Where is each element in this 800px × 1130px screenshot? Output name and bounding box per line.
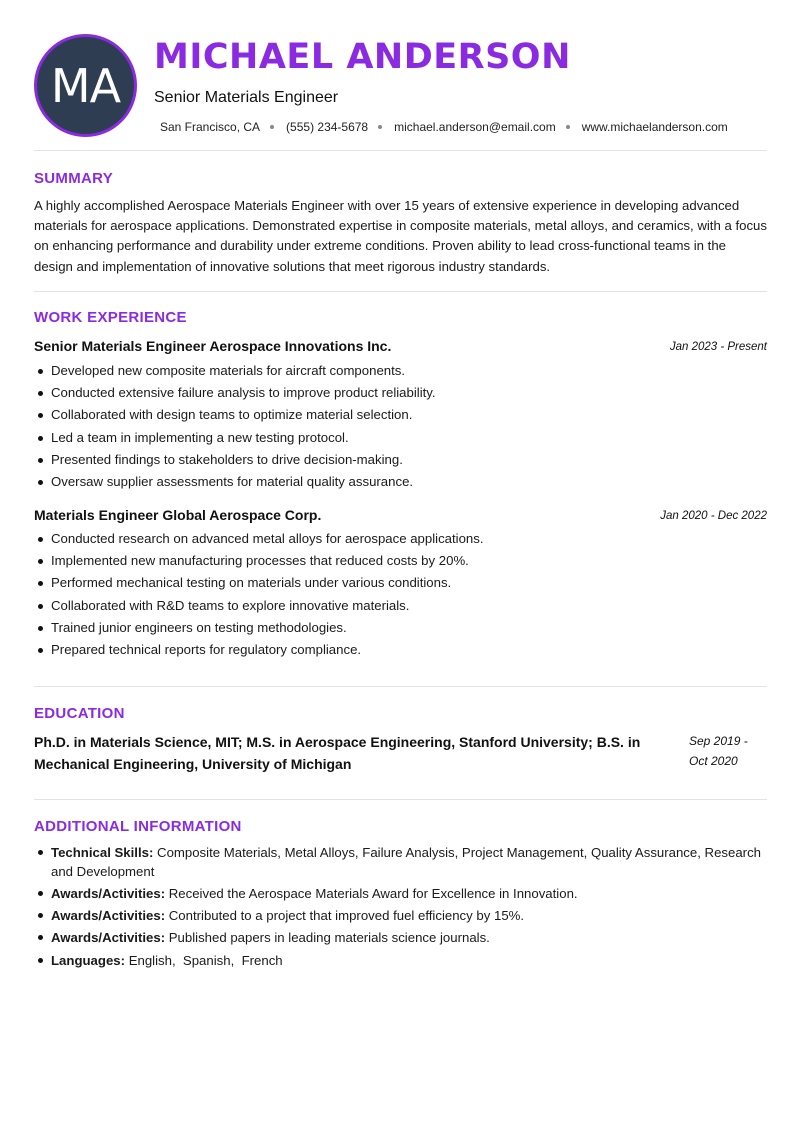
list-item: Oversaw supplier assessments for material quality assurance. <box>34 471 767 493</box>
education-heading: EDUCATION <box>34 705 125 722</box>
list-item: Performed mechanical testing on materials under various conditions. <box>34 572 767 594</box>
section-divider <box>34 799 767 800</box>
list-item <box>34 951 767 970</box>
section-divider <box>34 291 767 292</box>
list-item: Presented findings to stakeholders to drive decision-making. <box>34 449 767 471</box>
list-item: Conducted research on advanced metal alloys for aerospace applications. <box>34 528 767 550</box>
contact-location: San Francisco, CA <box>160 120 261 134</box>
list-item <box>34 884 767 903</box>
item-label: Technical Skills: <box>51 845 154 860</box>
job-bullets <box>34 360 767 493</box>
item-text: Contributed to a project that improved fuel efficiency by 15%. <box>168 908 525 923</box>
separator-dot-icon <box>270 125 274 129</box>
education-degrees: Ph.D. in Materials Science, MIT; M.S. in Aerospace Engineering, Stanford University; B.S. in Mechanical Engineering, University of Michigan <box>34 734 641 772</box>
item-label: Languages: <box>51 953 126 968</box>
list-item <box>34 906 767 925</box>
separator-dot-icon <box>566 125 570 129</box>
item-label: Awards/Activities: <box>51 930 166 945</box>
avatar-initials: MA <box>50 58 121 113</box>
list-item: Collaborated with R&D teams to explore innovative materials. <box>34 595 767 617</box>
section-divider <box>34 150 767 151</box>
item-label: Awards/Activities: <box>51 886 166 901</box>
summary-heading: SUMMARY <box>34 170 114 187</box>
contact-email[interactable]: michael.anderson@email.com <box>394 120 556 134</box>
list-item: Collaborated with design teams to optimize material selection. <box>34 404 767 426</box>
resume-header <box>34 34 767 138</box>
item-text: Published papers in leading materials science journals. <box>168 930 490 945</box>
candidate-title: Senior Materials Engineer <box>154 89 339 106</box>
summary-text: A highly accomplished Aerospace Materials Engineer with over 15 years of extensive experience in developing advanced materials for aerospace applications. Demonstrated expertise in composite materials, metal alloys, and ceramics, with a focus on enhancing performance and durability under extreme conditions. Proven ability to lead cross-functional teams in the design and implementation of innovative solutions that meet rigorous industry standards. <box>34 198 767 274</box>
job-title-company: Senior Materials Engineer Aerospace Innovations Inc. <box>34 338 392 354</box>
job-dates: Jan 2020 - Dec 2022 <box>660 510 767 522</box>
education-dates: Sep 2019 - Oct 2020 <box>689 734 748 768</box>
item-text: Received the Aerospace Materials Award for Excellence in Innovation. <box>168 886 578 901</box>
item-text: English, Spanish, French <box>128 953 283 968</box>
contact-phone: (555) 234-5678 <box>286 120 369 134</box>
list-item: Conducted extensive failure analysis to improve product reliability. <box>34 382 767 404</box>
separator-dot-icon <box>378 125 382 129</box>
job-bullets <box>34 528 767 661</box>
list-item: Developed new composite materials for aircraft components. <box>34 360 767 382</box>
item-label: Awards/Activities: <box>51 908 166 923</box>
experience-heading: WORK EXPERIENCE <box>34 309 187 326</box>
list-item <box>34 843 767 881</box>
additional-list <box>34 843 767 973</box>
contact-bar <box>160 120 728 134</box>
list-item: Implemented new manufacturing processes that reduced costs by 20%. <box>34 550 767 572</box>
contact-website[interactable]: www.michaelanderson.com <box>581 120 728 134</box>
item-text: Composite Materials, Metal Alloys, Failure Analysis, Project Management, Quality Assurance, Research and Development <box>51 845 761 879</box>
section-divider <box>34 686 767 687</box>
list-item: Trained junior engineers on testing methodologies. <box>34 617 767 639</box>
job-title-company: Materials Engineer Global Aerospace Corp. <box>34 507 322 523</box>
list-item: Led a team in implementing a new testing protocol. <box>34 427 767 449</box>
job-dates: Jan 2023 - Present <box>669 341 767 353</box>
list-item <box>34 928 767 947</box>
list-item: Prepared technical reports for regulatory compliance. <box>34 639 767 661</box>
additional-heading: ADDITIONAL INFORMATION <box>34 818 242 835</box>
avatar <box>34 34 137 137</box>
candidate-name: MICHAEL ANDERSON <box>154 37 571 77</box>
